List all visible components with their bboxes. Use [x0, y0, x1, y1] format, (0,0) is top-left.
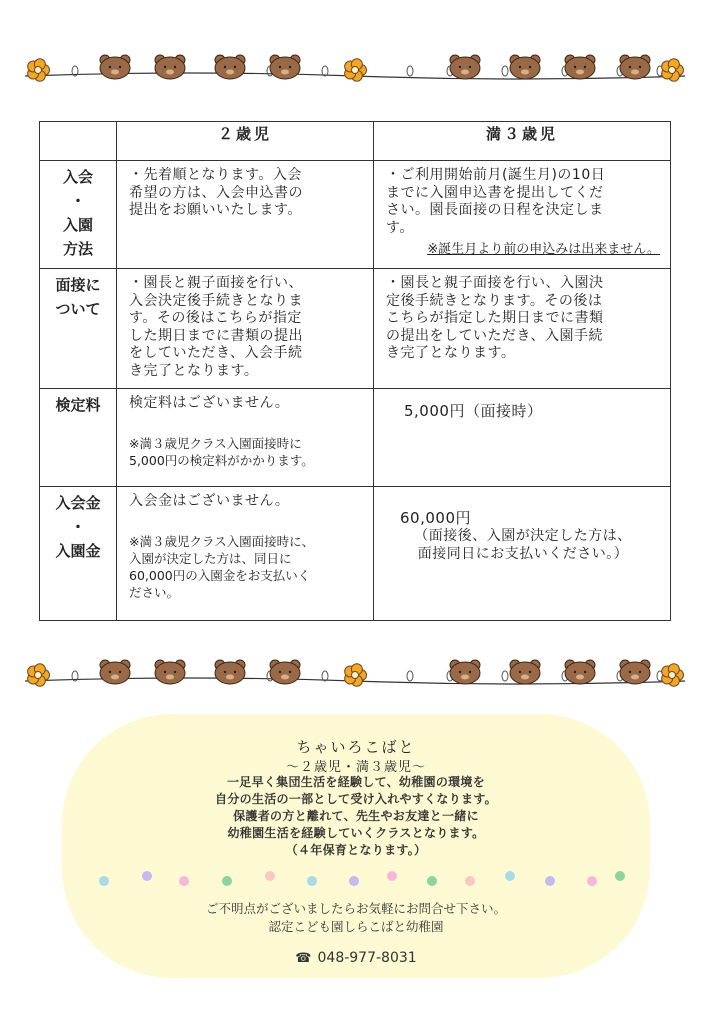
- decorative-dots: [92, 870, 632, 890]
- leaf-icon: [407, 66, 413, 76]
- table-row: [40, 487, 671, 621]
- dot: [265, 871, 275, 881]
- enrollment-info-table: [39, 121, 671, 621]
- flower-icon: [662, 664, 684, 686]
- leaf-icon: [502, 66, 508, 76]
- bear-icon: [270, 660, 300, 684]
- flower-icon: [662, 59, 684, 81]
- bear-icon: [565, 660, 595, 684]
- dot: [387, 871, 397, 881]
- dot: [349, 876, 359, 886]
- cell-screening-fee-age3: [374, 389, 671, 487]
- flower-icon: [28, 664, 50, 686]
- flower-icon: [345, 59, 367, 81]
- cell-interview-age2: ・園長と親子面接を行い、 入会決定後手続きとなりま す。その後はこちらが指定 した期日までに書類の提出 をしていただき、入会手続 き完了となります。: [117, 269, 374, 389]
- phone-line: [62, 950, 650, 966]
- table-row: [40, 161, 671, 269]
- bear-icon: [270, 55, 300, 79]
- enrollment-fee-note: ※満３歳児クラス入園面接時に、 入園が決定した方は、同日に 60,000円の入園金をお支払いく ださい。: [129, 533, 315, 600]
- bear-icon: [450, 660, 480, 684]
- dot: [587, 876, 597, 886]
- bear-icon: [100, 55, 130, 79]
- flower-icon: [28, 59, 50, 81]
- screening-fee-amount: 5,000円（面接時）: [404, 402, 543, 420]
- cell-enrollment-fee-age2: 入会金はございません。 ※満３歳児クラス入園面接時に、 入園が決定した方は、同日に 60,000円の入園金をお支払いく ださい。: [117, 487, 374, 621]
- table-row: [40, 269, 671, 389]
- cell-application-age2: ・先着順となります。入会 希望の方は、入会申込書の 提出をお願いいたします。: [117, 161, 374, 269]
- corner-cell: [40, 122, 117, 161]
- enrollment-fee-subnote: （面接後、入園が決定した方は、 面接同日にお支払いください。）: [414, 528, 632, 562]
- class-age-range: ～２歳児・満３歳児～: [285, 760, 426, 775]
- row-header-screening-fee: 検定料: [40, 389, 117, 487]
- dot: [179, 876, 189, 886]
- phone-number: 048-977-8031: [317, 950, 417, 966]
- cell-application-age3: ・ご利用開始前月(誕生月)の10日 までに入園申込書を提出してくだ さい。園長面接の日程を決定しま す。 ※誕生月より前の申込みは出来ません。: [374, 161, 671, 269]
- dot: [505, 871, 515, 881]
- dot: [465, 876, 475, 886]
- row-header-application: 入会 ・ 入園 方法: [40, 161, 117, 269]
- bear-icon: [155, 660, 185, 684]
- application-note: ※誕生月より前の申込みは出来ません。: [427, 242, 660, 257]
- dot: [545, 876, 555, 886]
- contact-text: ご不明点がございましたらお気軽にお問合せ下さい。 認定こども園しらこばと幼稚園: [205, 901, 506, 934]
- dot: [615, 871, 625, 881]
- flower-icon: [345, 664, 367, 686]
- table-header-row: [40, 122, 671, 161]
- cell-interview-age3: ・園長と親子面接を行い、入園決 定後手続きとなります。その後は こちらが指定した期日までに書類 の提出をしていただき、入園手続 き完了となります。: [374, 269, 671, 389]
- bear-garland-top: [20, 40, 690, 90]
- leaf-icon: [502, 671, 508, 681]
- bear-icon: [565, 55, 595, 79]
- bear-icon: [620, 660, 650, 684]
- dot: [307, 876, 317, 886]
- bear-icon: [510, 55, 540, 79]
- table-row: [40, 389, 671, 487]
- column-header-age2: ２歳児: [117, 122, 374, 161]
- dot: [142, 871, 152, 881]
- column-header-age3: 満３歳児: [374, 122, 671, 161]
- class-description: 一足早く集団生活を経験して、幼稚園の環境を 自分の生活の一部として受け入れやすくなります。 保護者の方と離れて、先生やお友達と一緒に 幼稚園生活を経験していくクラスとなります。 （４年保育となります。）: [215, 775, 497, 857]
- bear-icon: [510, 660, 540, 684]
- dot: [222, 876, 232, 886]
- enrollment-fee-amount: 60,000円: [400, 509, 471, 527]
- class-info-panel: [62, 714, 650, 978]
- dot: [427, 876, 437, 886]
- leaf-icon: [407, 671, 413, 681]
- bear-icon: [100, 660, 130, 684]
- row-header-enrollment-fee: 入会金 ・ 入園金: [40, 487, 117, 621]
- bear-garland-middle: [20, 645, 690, 695]
- cell-enrollment-fee-age3: [374, 487, 671, 621]
- bear-icon: [215, 55, 245, 79]
- row-header-interview: 面接に ついて: [40, 269, 117, 389]
- bear-icon: [450, 55, 480, 79]
- bear-icon: [620, 55, 650, 79]
- bear-icon: [215, 660, 245, 684]
- dot: [99, 876, 109, 886]
- cell-screening-fee-age2: 検定料はございません。 ※満３歳児クラス入園面接時に 5,000円の検定料がかかります。: [117, 389, 374, 487]
- telephone-icon: ☎: [295, 951, 312, 966]
- bear-icon: [155, 55, 185, 79]
- class-name: ちゃいろこばと: [296, 738, 416, 756]
- screening-fee-note: ※満３歳児クラス入園面接時に 5,000円の検定料がかかります。: [129, 435, 314, 468]
